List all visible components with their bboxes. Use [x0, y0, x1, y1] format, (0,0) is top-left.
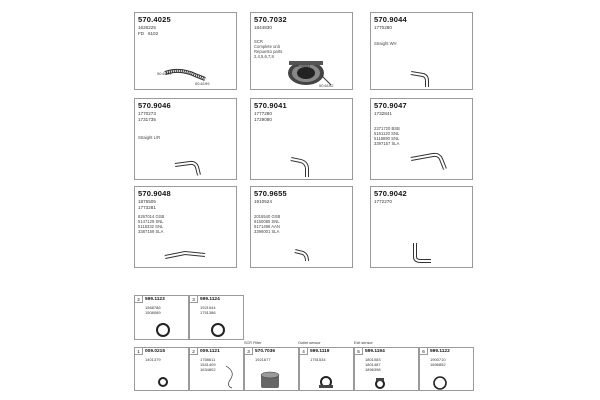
part-notes: Straight L/R [138, 135, 161, 140]
kit-cell-599-1194 [354, 347, 419, 391]
kit-cell-009-1121 [189, 347, 244, 391]
part-number: 570.9042 [374, 189, 407, 198]
clamp-ring-icon [135, 296, 189, 340]
kit-codes: 1921544 1751386 [200, 305, 216, 315]
kit-cell-570-7036 [244, 347, 299, 391]
part-codes: 1770273 1731735 [138, 111, 156, 122]
pipe-drawing [135, 99, 237, 180]
kit-cell-599-1122 [419, 347, 474, 391]
column-header: Outlet sensor [298, 341, 321, 345]
kit-cell-599-1124 [189, 295, 244, 340]
part-card-570-9047 [370, 98, 473, 180]
kit-number: 009.0215 [145, 349, 166, 354]
gasket-ring-icon [135, 348, 189, 391]
clamp-ring-icon [190, 296, 244, 340]
kit-number: 570.7036 [255, 349, 276, 354]
part-notes: Straight WH [374, 41, 397, 46]
part-card-570-4025 [134, 12, 237, 90]
kit-codes: 1900710 1696852 [430, 357, 446, 367]
part-codes: 1844830 [254, 25, 272, 30]
kit-number: 009.1121 [200, 349, 220, 354]
kit-number: 599.1194 [365, 349, 385, 354]
part-number: 570.9041 [254, 101, 287, 110]
kit-codes: 1801083 1801487 1896398 [365, 357, 381, 372]
part-notes: 8267014 GSB 5147129 SNL 5118332 SNL 3387159 SLA [138, 214, 165, 234]
part-card-570-9042 [370, 186, 473, 268]
kit-cell-009-0215 [134, 347, 189, 391]
part-codes: 1910524 [254, 199, 272, 204]
flex-pipe-drawing [135, 13, 237, 90]
item-index: 1 [135, 348, 143, 355]
kit-codes: 1758611 1541409 1634802 [200, 357, 216, 372]
item-index: 2 [190, 348, 198, 355]
kit-cell-599-1123 [134, 295, 189, 340]
item-index: 6 [420, 348, 428, 355]
kit-number: 599.1123 [145, 297, 165, 302]
part-notes: 2371720 BSB 5161120 SNL 5118890 SNL 3397157 SLA [374, 126, 400, 146]
part-number: 570.4025 [138, 15, 171, 24]
part-notes: 2016540 GSB 8150085 SNL 6171498 AAN 3396001 SLA [254, 214, 281, 234]
item-index: 3 [190, 296, 198, 303]
kit-number: 599.1124 [200, 297, 220, 302]
callout-label: 00.6102 [319, 83, 334, 88]
part-card-570-9041 [250, 98, 353, 180]
part-card-570-9048 [134, 186, 237, 268]
part-codes: 1770280 [374, 25, 392, 30]
kit-number: 599.1119 [310, 349, 330, 354]
part-codes: 1777280 1729080 [254, 111, 272, 122]
item-index: 4 [300, 348, 308, 355]
part-number: 570.9044 [374, 15, 407, 24]
part-codes: 1876505 1773281 [138, 199, 156, 210]
pipe-drawing [371, 13, 473, 90]
part-card-570-9655 [250, 186, 353, 268]
gasket-ring-icon [420, 348, 474, 391]
part-card-570-9046 [134, 98, 237, 180]
pipe-drawing [371, 99, 473, 180]
pipe-drawing [371, 187, 473, 268]
callout-label: 00.6101 [296, 63, 311, 68]
kit-number: 599.1122 [430, 349, 450, 354]
part-card-570-7032 [250, 12, 353, 90]
kit-codes: 1401379 [145, 357, 161, 362]
pipe-drawing [251, 99, 353, 180]
part-card-570-9044 [370, 12, 473, 90]
sensor-cable-icon [190, 348, 244, 391]
pipe-drawing [135, 187, 237, 268]
clamp-icon [300, 348, 354, 391]
item-index: 3 [245, 348, 253, 355]
part-number: 570.9048 [138, 189, 171, 198]
clamp-icon [355, 348, 419, 391]
part-number: 570.9046 [138, 101, 171, 110]
column-header: SCR Filter [244, 341, 262, 345]
pipe-drawing [251, 187, 353, 268]
part-codes: 1732841 [374, 111, 392, 116]
callout-label: 00.6199 [195, 81, 210, 86]
item-index: 2 [135, 296, 143, 303]
item-index: 5 [355, 348, 363, 355]
scr-unit-drawing [251, 13, 353, 90]
kit-codes: 1568786 1508089 [145, 305, 161, 315]
callout-label: 00.6199 [157, 71, 172, 76]
part-codes: 1772270 [374, 199, 392, 204]
part-number: 570.9047 [374, 101, 407, 110]
part-number: 570.7032 [254, 15, 287, 24]
scr-filter-icon [245, 348, 299, 391]
part-codes: 1626225 FD 6102 [138, 25, 159, 36]
part-number: 570.9655 [254, 189, 287, 198]
column-header: Exit sensor [354, 341, 373, 345]
kit-codes: 1921677 [255, 357, 271, 362]
kit-cell-599-1119 [299, 347, 354, 391]
part-notes: SCR Complete unit Repuesto parts 2,4,5,6,7,8 [254, 39, 283, 59]
kit-codes: 1751534 [310, 357, 326, 362]
